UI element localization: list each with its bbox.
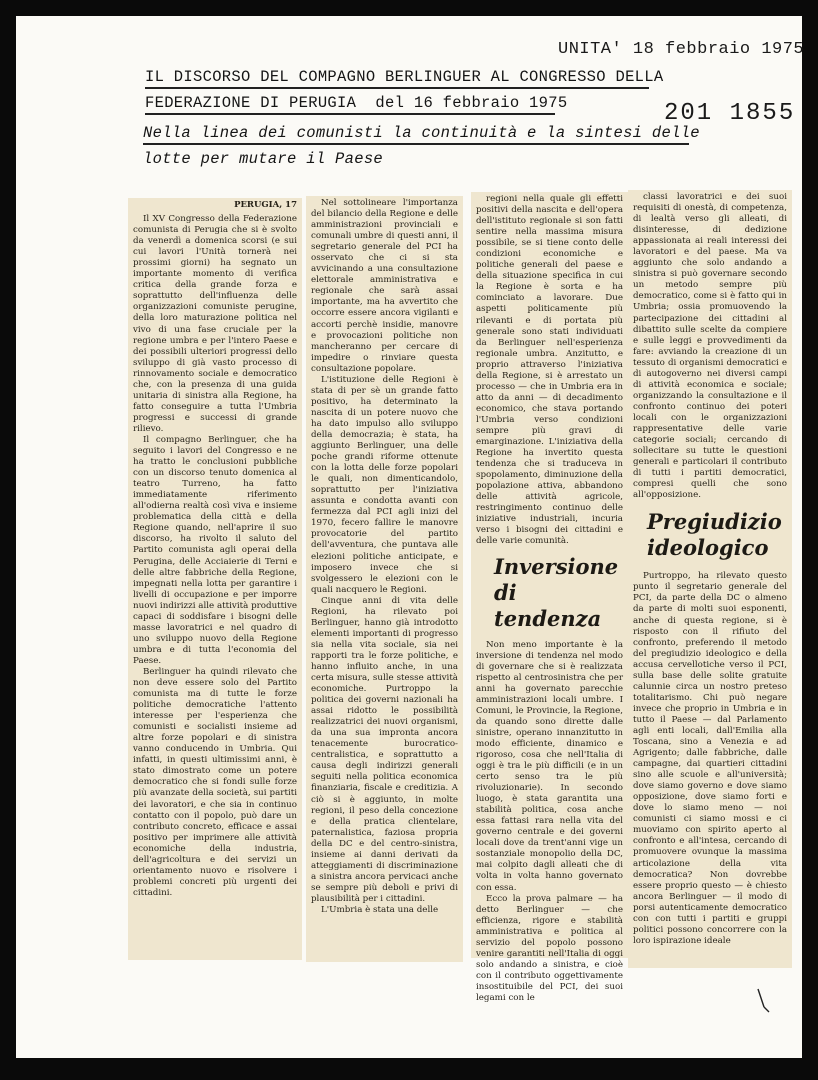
archive-number: 201 1855 xyxy=(664,100,796,127)
paragraph: Il compagno Berlinguer, che ha seguito i lavori del Congresso e ne ha tratto le conclusioni pubbliche con un discorso tenuto domenica al teatro Turreno, ha fatto immediatamente riferimento all'odierna realtà così viva e insieme problematica della città e della Regione quando, nell'aprire il suo discorso, ha rivolto il saluto del Partito comunista agli operai della Perugina, delle Acciaierie di Terni e delle altre fabbriche della Regione, impegnati nella lotta per garantire i livelli di occupazione e per imporre nuovi indirizzi alle attività produttive capaci di soddisfare i bisogni delle masse lavoratrici e nel quadro di uno sviluppo nuovo della Regione umbra e di tutta l'economia del Paese. xyxy=(133,434,297,666)
paragraph: Il XV Congresso della Federazione comunista di Perugia che si è svolto da venerdì a domenica scorsi (e sui cui lavori l'Unità tornerà nei prossimi giorni) ha segnato un importante momento di verifica critica della grande forza e soprattutto dell'influenza delle organizzazioni comuniste perugine, della loro maturazione politica nel vivo di una fase cruciale per la regione umbra e per l'intero Paese e dei possibili ulteriori progressi dello sviluppo di già vasto processo di rinnovamento sociale e democratico che, con la presenza di una guida unitaria di sinistra alla Regione, ha fatto conseguire a tutta l'Umbria progressi e successi di grande rilievo. xyxy=(133,214,297,434)
article-column-1 xyxy=(128,198,302,960)
paragraph: classi lavoratrici e dei suoi requisiti di onestà, di competenza, di lealtà verso gli alleati, di disinteresse, di dedizione appassionata ai reali interessi dei lavoratori e del paese. Ma va aggiunto che solo andando a sinistra si può governare secondo un metodo sempre più democratico, come si è fatto qui in Umbria; ossia promuovendo la partecipazione dei cittadini al dibattito sulle scelte da compiere e sulle leggi e provvedimenti da fare: avviando la creazione di un tessuto di organismi democratici e di autogoverno nei diversi campi di attività economica e sociale; organizzando la consultazione e il confronto continuo dei poteri locali con le organizzazioni rappresentative delle varie categorie sociali; cercando di sollecitare su tutte le questioni generali e particolari il contributo di tutti i partiti democratici, compresi quelli che sono all'opposizione. xyxy=(633,192,787,501)
subheadline-underline xyxy=(143,143,689,145)
subheading-pregiudizio: Pregiudizio ideologico xyxy=(647,509,782,561)
subheading-inversione: Inversione di tendenza xyxy=(494,553,619,631)
paragraph: Berlinguer ha quindi rilevato che non deve essere solo del Partito comunista ma di tutte le forze politiche democratiche l'attento interesse per l'esperienza che comunisti e socialisti insieme ad altre forze popolari e di sinistra vanno conducendo in Umbria. Qui infatti, in questi ultimissimi anni, è stato dimostrato come un potere democratico che si fondi sulle forze più avanzate della società, sui partiti dei lavoratori, e che sia in continuo contatto con il popolo, può dare un contributo concreto, efficace e assai positivo per imprimere alle attività economiche della industria, dell'agricoltura e dei servizi un orientamento nuovo e risolvere i problemi concreti più urgenti dei cittadini. xyxy=(133,666,297,898)
paragraph: Purtroppo, ha rilevato questo punto il segretario generale del PCI, da parte della DC o almeno da parte di molti suoi esponenti, anche di questa regione, si è risposto con il rifiuto del confronto, preferendo il metodo del pregiudizio ideologico e della accusa cervellotiche verso il PCI, sulla base delle solite gratuite calunnie circa un nostro preteso totalitarismo. Chi può negare invece che proprio in Umbria e in tutto il Paese — dal Parlamento agli enti locali, dall'Emilia alla Toscana, sino a Venezia e ad Agrigento; dalle fabbriche, dalle campagne, dai quartieri cittadini sino alle scuole e all'università; dove siamo governo e dove siamo opposizione, dove siamo forti e dove lo siamo meno — noi comunisti ci siamo mossi e ci muoviamo con spirito aperto al confronto e all'intesa, cercando di promuovere ovunque la massima articolazione della vita democratica? Non dovrebbe essere proprio questo — è chiesto ancora Berlinguer — il modo di porsi autenticamente democratico con con tutti i partiti e gruppi politici possono concorrere con la loro ispirazione ideale xyxy=(633,571,787,946)
headline-line-2: FEDERAZIONE DI PERUGIA del 16 febbraio 1975 xyxy=(145,94,568,112)
paragraph: regioni nella quale gli effetti positivi della nascita e dell'opera dell'istituto regionale si son fatti sentire nella massima misura possibile, se si tiene conto delle condizioni economiche e politiche generali del paese e della situazione specifica in cui la Regione è sorta e ha cominciato a lavorare. Due aspetti politicamente più rilevanti e di portata più generale sono stati individuati da Berlinguer nell'esperienza regionale umbra. Anzitutto, e proprio attraverso l'iniziativa della Regione, si è arrestato un processo — che in Umbria era in atto da anni — di decadimento economico, che stava portando l'Umbria verso condizioni sempre più gravi di emarginazione. L'iniziativa della Regione ha invertito questa tendenza che si traduceva in spopolamento, diminuzione della popolazione attiva, abbandono delle attività agricole, restringimento continuo delle iniziative industriali, incuria verso i bisogni dei cittadini e delle varie comunità. xyxy=(476,194,623,547)
paragraph: L'istituzione delle Regioni è stata di per sè un grande fatto positivo, ha determinato la nascita di un potere nuovo che ha dato impulso allo sviluppo della democrazia; è stata, ha aggiunto Berlinguer, una delle poche grandi riforme ottenute con la lotta delle forze popolari le quali, non dimenticandolo, soprattutto per l'iniziativa assunta e condotta avanti con fermezza dal PCI agli inizi del 1970, fecero fallire le manovre provocatorie del partito dell'avventura, che puntava alle elezioni politiche anticipate, e imposero invece che si svolgessero le elezioni con le quali nacquero le Regioni. xyxy=(311,374,458,595)
paragraph: Nel sottolineare l'importanza del bilancio della Regione e delle amministrazioni provinciali e comunali umbre di questi anni, il segretario generale del PCI ha osservato che ci si sta avvicinando a una consultazione elettorale amministrativa e regionale che sarà assai importante, ma ha avvertito che occorre essere ancora vigilanti e accorti perchè insidie, manovre e provocazioni politiche non mancheranno per cercare di impedire o rinviare questa consultazione popolare. xyxy=(311,198,458,374)
article-column-2 xyxy=(306,196,463,962)
article-column-4 xyxy=(628,190,792,968)
date-stamp: UNITA' 18 febbraio 1975 xyxy=(558,40,805,59)
headline-underline-1 xyxy=(145,87,649,89)
pen-mark-icon xyxy=(755,985,773,1015)
paragraph: Cinque anni di vita delle Regioni, ha rilevato poi Berlinguer, hanno già introdotto elementi importanti di progresso sia nella vita sociale, sia nei rapporti tra le forze politiche, e hanno influito anche, in una certa misura, sulle stesse attività economiche. Purtroppo la politica dei governi nazionali ha assai ridotto le possibilità realizzatrici dei nuovi organismi, da una sua impronta ancora tenacemente burocratico-centralistica, e soprattutto a causa degli indirizzi generali seguiti nella politica economica finanziaria, fiscale e creditizia. A ciò si è aggiunto, in molte regioni, il peso della concezione e della pratica clientelare, paternalistica, faziosa propria della DC e del centro-sinistra, insieme ai danni derivati da atteggiamenti di discriminazione a sinistra ancora pervicaci anche se sempre più deboli e privi di plausibilità per i cittadini. xyxy=(311,595,458,904)
dateline: PERUGIA, 17 xyxy=(234,200,297,210)
paragraph: Ecco la prova palmare — ha detto Berlinguer — che efficienza, rigore e stabilità amministrativa e politica al servizio del popolo possono venire garantiti nell'Italia di oggi solo andando a sinistra, e cioè con il contributo oggettivamente insostituibile del PCI, dei suoi legami con le xyxy=(476,893,623,1003)
paragraph: Non meno importante è la inversione di tendenza nel modo di governare che si è realizzata rispetto al centrosinistra che per anni ha governato parecchie amministrazioni locali umbre. I Comuni, le Provincie, la Regione, da quando sono dirette dalle sinistre, operano innanzitutto in modo efficiente, dinamico e rigoroso, cosa che nell'Italia di oggi è tra le più difficili (e in un certo senso tra le più rivoluzionarie). In secondo luogo, è stata garantita una stabilità politica, cosa anche essa fattasi rara nella vita del governo centrale e dei governi locali dove da trent'anni vige un sostanziale monopolio della DC, mai colpito dagli alleati che di volta in volta hanno governato con essa. xyxy=(476,639,623,893)
article-column-3 xyxy=(471,192,628,1003)
subheadline-line-1: Nella linea dei comunisti la continuità e la sintesi delle xyxy=(143,124,700,142)
subheadline-line-2: lotte per mutare il Paese xyxy=(143,150,384,168)
headline-underline-2 xyxy=(145,113,555,115)
headline-line-1: IL DISCORSO DEL COMPAGNO BERLINGUER AL CONGRESSO DELLA xyxy=(145,68,664,86)
paragraph: L'Umbria è stata una delle xyxy=(321,905,439,915)
